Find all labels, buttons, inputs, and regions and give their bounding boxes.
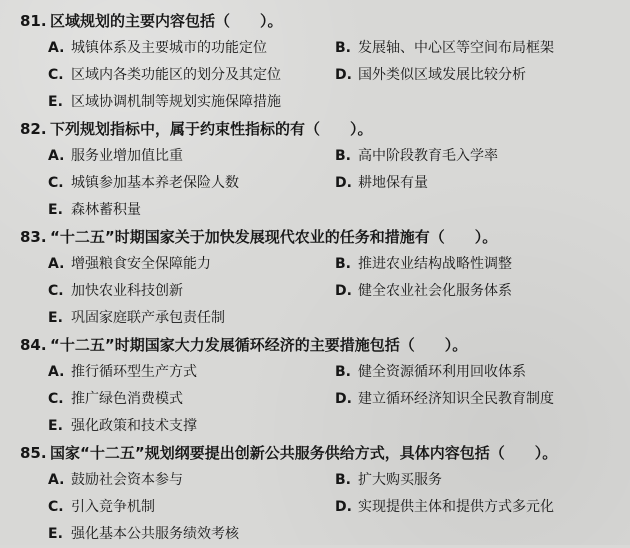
option-text: 引入竞争机制 [71, 499, 155, 515]
question-stem [20, 116, 620, 143]
option-letter: C. [48, 391, 64, 407]
option-text: 巩固家庭联产承包责任制 [71, 310, 225, 326]
option-b [335, 251, 620, 278]
question-stem [20, 440, 620, 467]
options-list [48, 143, 620, 224]
question-number: 82. [20, 120, 47, 138]
question-text: 区域规划的主要内容包括（ ）。 [50, 12, 283, 30]
option-text: 强化政策和技术支撑 [71, 418, 197, 434]
option-letter: A. [48, 40, 65, 56]
option-a [48, 467, 335, 494]
option-c [48, 386, 335, 413]
option-row [48, 386, 620, 413]
question-number: 83. [20, 228, 47, 246]
option-text: 健全资源循环利用回收体系 [357, 364, 526, 380]
question-text: “十二五”时期国家大力发展循环经济的主要措施包括（ ）。 [50, 336, 468, 354]
option-row [48, 170, 620, 197]
option-letter: D. [334, 175, 352, 191]
option-a [48, 143, 335, 170]
option-letter: C. [48, 175, 64, 191]
question-number: 81. [20, 12, 47, 30]
option-letter: E. [48, 526, 63, 542]
option-b [335, 35, 620, 62]
option-e [48, 197, 620, 224]
option-letter: D. [334, 67, 352, 83]
option-text: 城镇体系及主要城市的功能定位 [71, 40, 267, 56]
question-stem [20, 8, 620, 35]
option-text: 发展轴、中心区等空间布局框架 [357, 40, 554, 56]
option-letter: D. [334, 499, 352, 515]
options-list [48, 35, 620, 116]
option-text: 健全农业社会化服务体系 [357, 283, 512, 299]
option-c [48, 62, 335, 89]
option-text: 推广绿色消费模式 [71, 391, 183, 407]
question-83 [20, 224, 620, 332]
option-c [48, 278, 335, 305]
option-c [48, 170, 335, 197]
option-d [335, 170, 620, 197]
question-number: 85. [20, 444, 47, 462]
option-text: 国外类似区域发展比较分析 [357, 67, 526, 83]
option-d [335, 386, 620, 413]
question-text: 国家“十二五”规划纲要提出创新公共服务供给方式，具体内容包括（ ）。 [50, 444, 558, 462]
option-letter: B. [334, 364, 351, 380]
question-82 [20, 116, 620, 224]
option-e [48, 89, 620, 116]
question-text: 下列规划指标中，属于约束性指标的有（ ）。 [50, 120, 373, 138]
option-letter: A. [48, 256, 65, 272]
question-81 [20, 8, 620, 116]
option-d [335, 62, 620, 89]
option-a [48, 359, 335, 386]
question-stem [20, 332, 620, 359]
option-b [335, 143, 620, 170]
option-text: 耕地保有量 [357, 175, 428, 191]
option-letter: C. [48, 283, 64, 299]
option-letter: D. [334, 283, 352, 299]
question-number: 84. [20, 336, 47, 354]
option-b [335, 467, 620, 494]
option-letter: A. [48, 364, 65, 380]
option-text: 推行循环型生产方式 [71, 364, 197, 380]
option-letter: B. [334, 40, 351, 56]
option-row [48, 278, 620, 305]
option-letter: B. [334, 148, 351, 164]
option-text: 高中阶段教育毛入学率 [357, 148, 498, 164]
option-d [335, 494, 620, 521]
option-letter: E. [48, 418, 63, 434]
option-text: 扩大购买服务 [357, 472, 442, 488]
option-letter: C. [48, 499, 64, 515]
option-text: 推进农业结构战略性调整 [357, 256, 512, 272]
option-text: 鼓励社会资本参与 [71, 472, 183, 488]
question-stem [20, 224, 620, 251]
option-row [48, 35, 620, 62]
option-text: 实现提供主体和提供方式多元化 [357, 499, 554, 515]
option-letter: D. [334, 391, 352, 407]
question-85 [20, 440, 620, 548]
option-c [48, 494, 335, 521]
option-text: 城镇参加基本养老保险人数 [71, 175, 239, 191]
option-letter: B. [334, 472, 351, 488]
option-letter: C. [48, 67, 64, 83]
options-list [48, 251, 620, 332]
option-letter: B. [334, 256, 351, 272]
options-list [48, 359, 620, 440]
option-letter: E. [48, 202, 63, 218]
option-letter: E. [48, 94, 63, 110]
option-letter: E. [48, 310, 63, 326]
option-b [335, 359, 620, 386]
option-d [335, 278, 620, 305]
option-text: 加快农业科技创新 [71, 283, 183, 299]
option-text: 森林蓄积量 [71, 202, 141, 218]
option-text: 区域内各类功能区的划分及其定位 [71, 67, 281, 83]
option-row [48, 467, 620, 494]
option-text: 建立循环经济知识全民教育制度 [357, 391, 554, 407]
option-row [48, 143, 620, 170]
question-text: “十二五”时期国家关于加快发展现代农业的任务和措施有（ ）。 [50, 228, 498, 246]
option-a [48, 35, 335, 62]
option-e [48, 521, 620, 548]
option-a [48, 251, 335, 278]
option-e [48, 305, 620, 332]
option-text: 增强粮食安全保障能力 [71, 256, 211, 272]
option-e [48, 413, 620, 440]
option-row [48, 251, 620, 278]
option-letter: A. [48, 148, 65, 164]
option-text: 强化基本公共服务绩效考核 [71, 526, 239, 542]
question-84 [20, 332, 620, 440]
option-text: 服务业增加值比重 [71, 148, 183, 164]
option-row [48, 494, 620, 521]
option-letter: A. [48, 472, 65, 488]
options-list [48, 467, 620, 548]
option-row [48, 62, 620, 89]
option-row [48, 359, 620, 386]
option-text: 区域协调机制等规划实施保障措施 [71, 94, 281, 110]
